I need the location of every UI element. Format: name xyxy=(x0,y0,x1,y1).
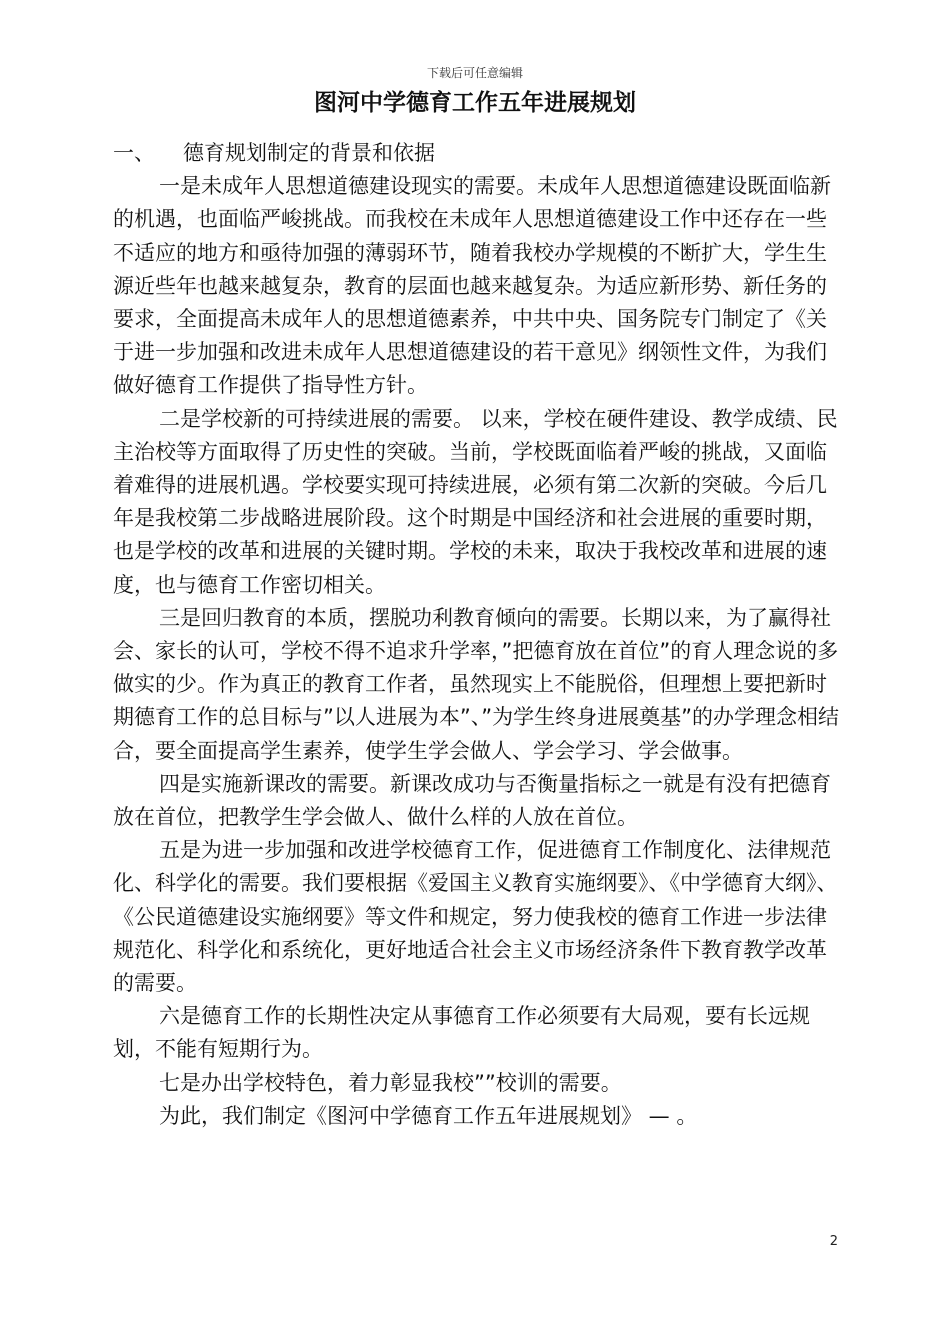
header-note: 下载后可任意编辑 xyxy=(426,66,523,80)
section-number: 一、 xyxy=(113,141,155,165)
page-number: 2 xyxy=(829,1234,838,1249)
paragraph-7: 七是办出学校特色，着力彰显我校””校训的需要。 xyxy=(159,1070,622,1095)
document-body xyxy=(113,137,843,1133)
paragraph-6: 六是德育工作的长期性决定从事德育工作必须要有大局观，要有长远规划，不能有短期行为。 xyxy=(113,1004,810,1062)
section-heading xyxy=(113,137,843,170)
section-heading-text: 德育规划制定的背景和依据 xyxy=(183,141,435,165)
document-title: 图河中学德育工作五年进展规划 xyxy=(314,90,636,116)
paragraph-8: 为此，我们制定《图河中学德育工作五年进展规划》 — 。 xyxy=(159,1103,698,1128)
paragraph-3: 三是回归教育的本质，摆脱功利教育倾向的需要。长期以来，为了赢得社会、家长的认可，学校不得不追求升学率，”把德育放在首位”的育人理念说的多做实的少。作为真正的教育工作者，虽然现实上不能脱俗，但理想上要把新时期德育工作的总目标与”以人进展为本”、”为学生终身进展奠基”的办学理念相结合，要全面提高学生素养，使学生学会做人、学会学习、学会做事。 xyxy=(113,605,840,763)
paragraph-2: 二是学校新的可持续进展的需要。 以来，学校在硬件建设、教学成绩、民主治校等方面取得了历史性的突破。当前，学校既面临着严峻的挑战，又面临着难得的进展机遇。学校要实现可持续进展，必须有第二次新的突破。今后几年是我校第二步战略进展阶段。这个时期是中国经济和社会进展的重要时期，也是学校的改革和进展的关键时期。学校的未来，取决于我校改革和进展的速度，也与德育工作密切相关。 xyxy=(113,406,838,597)
paragraph-4: 四是实施新课改的需要。新课改成功与否衡量指标之一就是有没有把德育放在首位，把教学生学会做人、做什么样的人放在首位。 xyxy=(113,771,831,830)
paragraph-5: 五是为进一步加强和改进学校德育工作，促进德育工作制度化、法律规范化、科学化的需要。我们要根据《爱国主义教育实施纲要》、《中学德育大纲》、《公民道德建设实施纲要》等文件和规定，努力使我校的德育工作进一步法律规范化、科学化和系统化，更好地适合社会主义市场经济条件下教育教学改革的需要。 xyxy=(113,838,838,996)
paragraph-1: 一是未成年人思想道德建设现实的需要。未成年人思想道德建设既面临新的机遇，也面临严峻挑战。而我校在未成年人思想道德建设工作中还存在一些不适应的地方和亟待加强的薄弱环节，随着我校办学规模的不断扩大，学生生源近些年也越来越复杂，教育的层面也越来越复杂。为适应新形势、新任务的要求，全面提高未成年人的思想道德素养，中共中央、国务院专门制定了《关于进一步加强和改进未成年人思想道德建设的若干意见》纲领性文件，为我们做好德育工作提供了指导性方针。 xyxy=(113,174,831,398)
